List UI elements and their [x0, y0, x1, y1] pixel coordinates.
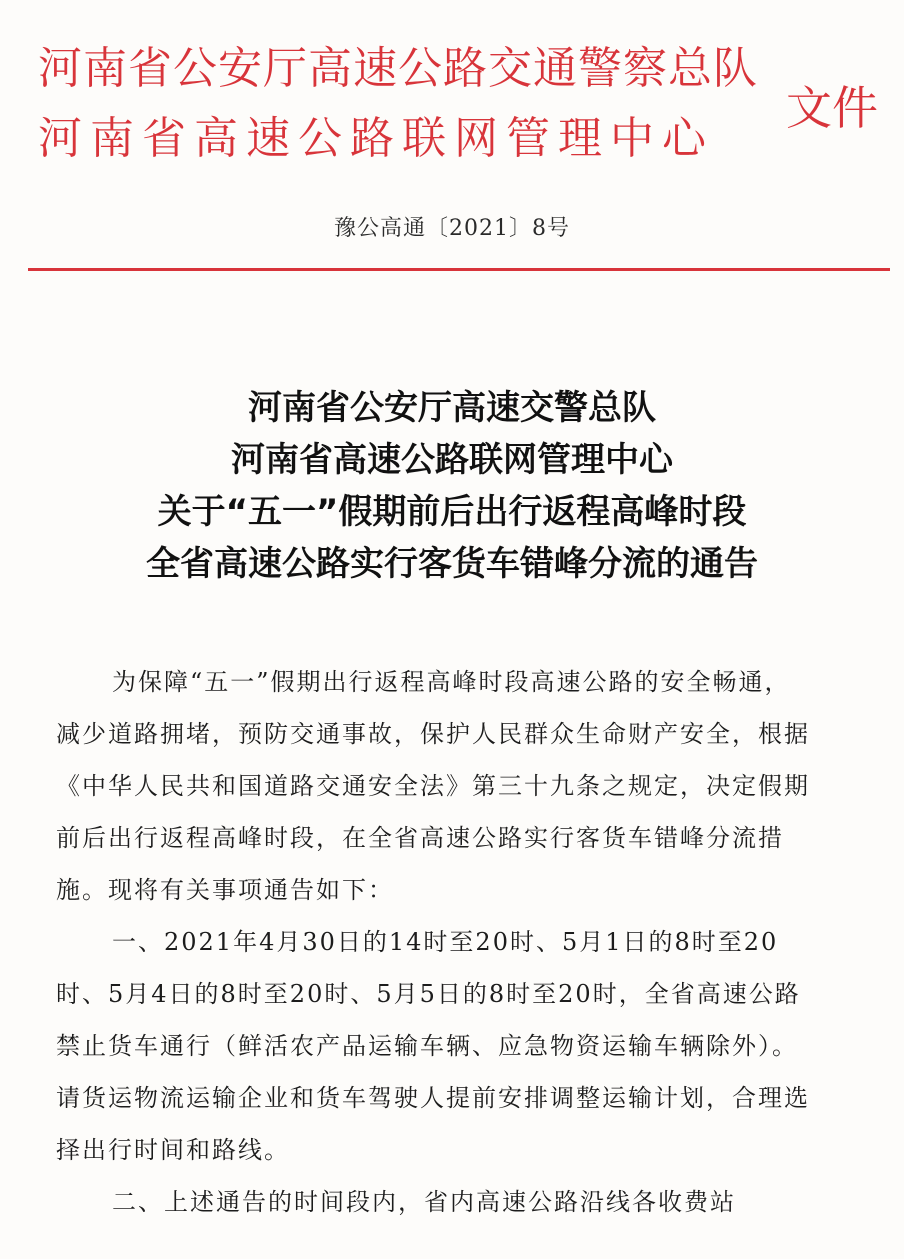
- notice-title: [0, 382, 904, 590]
- document-suffix: 文件: [786, 81, 878, 135]
- red-divider-line: [28, 268, 890, 271]
- body-paragraph-intro: 为保障“五一”假期出行返程高峰时段高速公路的安全畅通，减少道路拥堵，预防交通事故，保护人民群众生命财产安全，根据《中华人民共和国道路交通安全法》第三十九条之规定，决定假期前后出行返程高峰时段，在全省高速公路实行客货车错峰分流措施。现将有关事项通告如下：: [56, 668, 810, 904]
- document-number: 豫公高通〔2021〕8号: [334, 216, 570, 241]
- title-line: 关于“五一”假期前后出行返程高峰时段: [157, 492, 747, 532]
- issuer-line-network-center: 河南省高速公路联网管理中心: [38, 113, 714, 164]
- title-line: 全省高速公路实行客货车错峰分流的通告: [146, 544, 758, 584]
- body-paragraph-item-1: 一、2021年4月30日的14时至20时、5月1日的8时至20时、5月4日的8时至20时、5月5日的8时至20时，全省高速公路禁止货车通行（鲜活农产品运输车辆、应急物资运输车辆除外）。请货运物流运输企业和货车驾驶人提前安排调整运输计划，合理选择出行时间和路线。: [56, 928, 810, 1164]
- body-paragraph-item-2: 二、上述通告的时间段内，省内高速公路沿线各收费站: [112, 1188, 736, 1216]
- title-line: 河南省高速公路联网管理中心: [231, 440, 673, 480]
- notice-body: [56, 656, 816, 1228]
- title-line: 河南省公安厅高速交警总队: [248, 388, 656, 428]
- letterhead: [38, 34, 798, 174]
- issuer-line-police: 河南省公安厅高速公路交通警察总队: [38, 43, 758, 94]
